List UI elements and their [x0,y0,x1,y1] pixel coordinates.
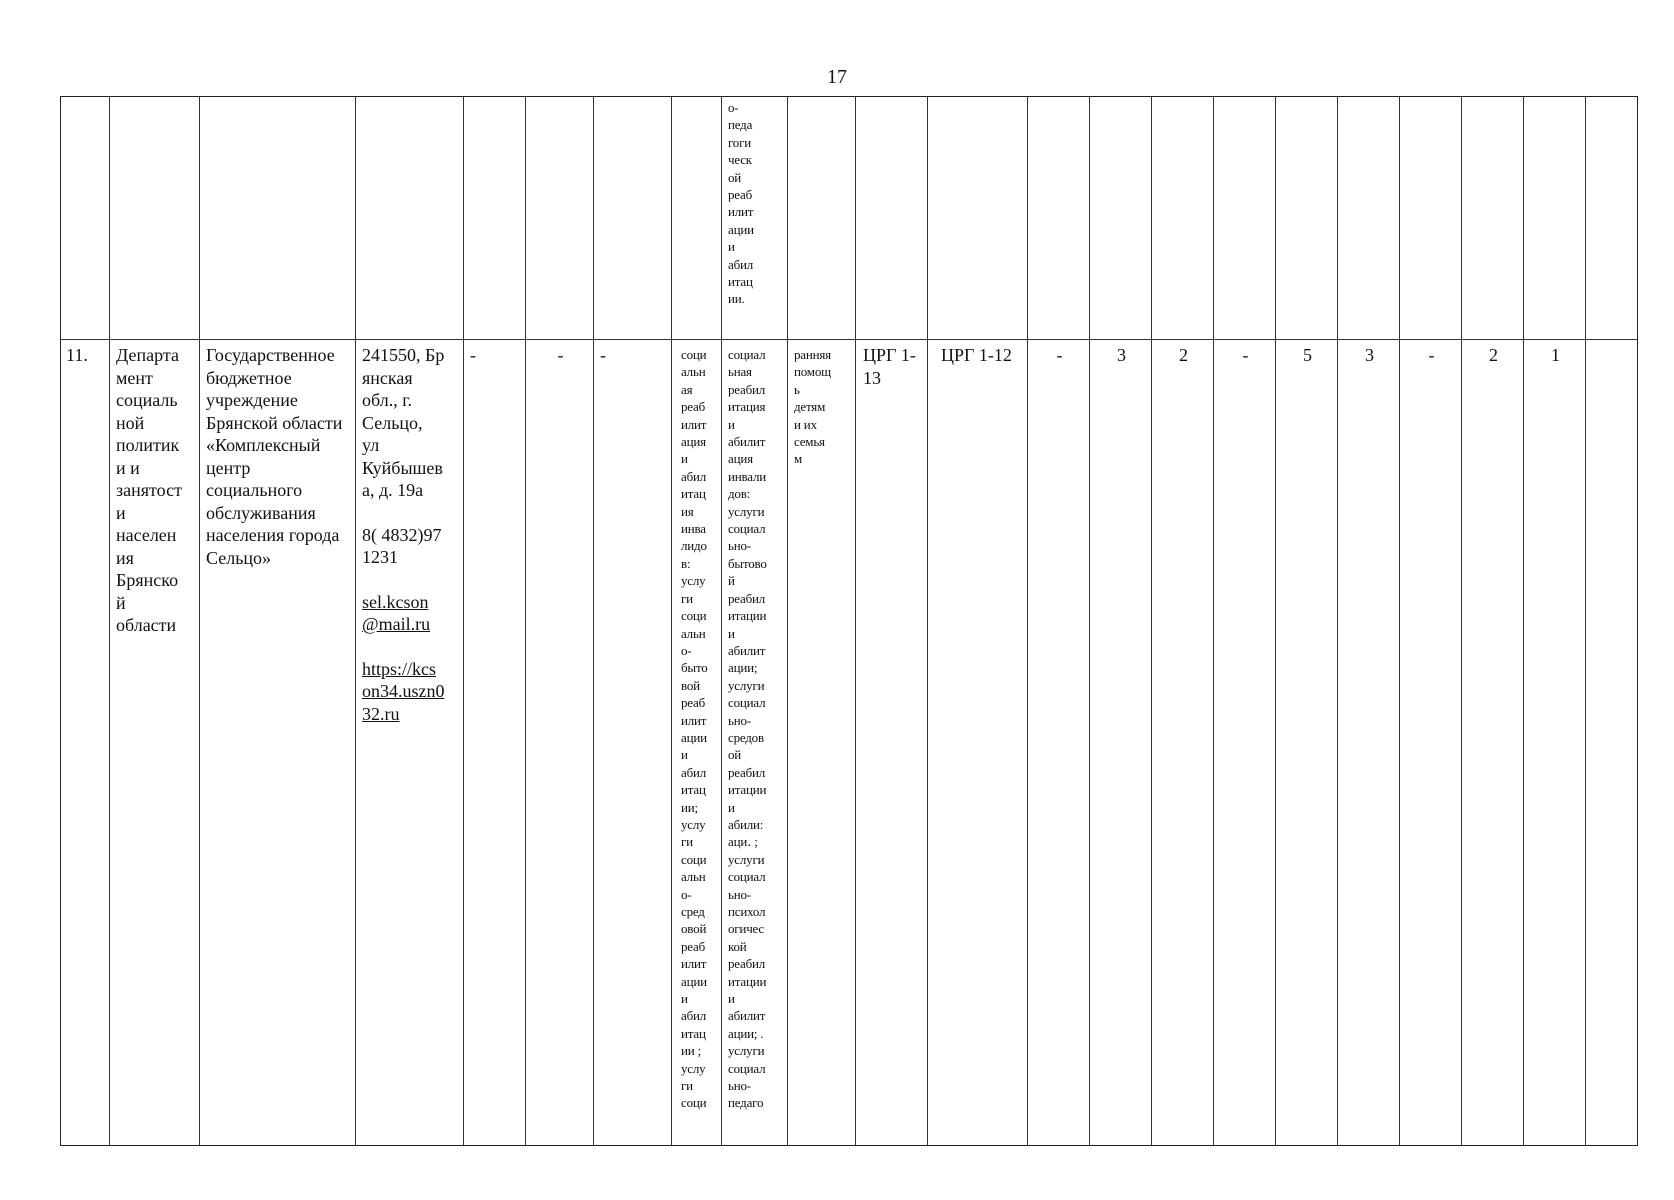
column-divider [1461,97,1462,1145]
column-divider [1399,97,1400,1145]
column-divider [1027,97,1028,1145]
value-5-cell [1277,341,1337,367]
value-2-cell [1091,341,1151,367]
row-divider [61,339,1637,340]
early-help-text: ранняя помощ ь детям и их семья м [794,347,831,467]
value-5: 5 [1303,345,1312,365]
crg-1-cell [857,341,927,389]
column-divider [927,97,928,1145]
early-help-cell [789,343,855,468]
value-6: 3 [1365,345,1374,365]
email-link[interactable]: sel.kcson @mail.ru [362,591,431,634]
col-5-value: - [470,345,476,365]
column-divider [463,97,464,1145]
value-7: - [1428,345,1435,365]
col-5-cell [465,341,525,367]
services-detail-cell [723,343,787,1147]
value-9: 1 [1551,345,1560,365]
col-6-cell [527,341,593,367]
page-number: 17 [827,66,847,88]
crg-2-value: ЦРГ 1-12 [941,345,1012,365]
column-divider [855,97,856,1145]
value-4-cell [1215,341,1275,367]
services-text: соци альн ая реаб илит ация и абил итац ия инва лидо в: услу ги соци альн о- быто вой реаб илит ации и абил итац ии; услу ги соци альн о- сред овой реаб илит ации и абил итац ии ; услу ги соци [681,347,708,1111]
column-divider [1585,97,1586,1145]
crg-1-value: ЦРГ 1-13 [863,345,916,388]
contacts-cell [357,341,463,725]
column-divider [199,97,200,1145]
col-6-value: - [557,345,564,365]
column-divider [1213,97,1214,1145]
value-6-cell [1339,341,1399,367]
col-7-value: - [600,345,606,365]
value-8-cell [1463,341,1523,367]
column-divider [1151,97,1152,1145]
value-8: 2 [1489,345,1498,365]
value-3: 2 [1179,345,1188,365]
column-divider [355,97,356,1145]
col-7-cell [595,341,671,367]
column-divider [1523,97,1524,1145]
value-3-cell [1153,341,1213,367]
continuation-services-cell [723,97,787,337]
row-number: 11. [66,345,88,365]
website-link[interactable]: https://kcs on34.uszn0 32.ru [362,658,445,724]
value-9-cell [1525,341,1585,367]
column-divider [1337,97,1338,1145]
institution-name: Государственное бюджетное учреждение Брянской области «Комплексный центр социального обслуживания населения города Сельцо» [206,345,343,568]
address: 241550, Бр янская обл., г. Сельцо, ул Куйбышев а, д. 19а [362,345,445,500]
column-divider [721,97,722,1145]
registry-table [60,96,1638,1146]
value-1-cell [1029,341,1089,367]
value-2: 3 [1117,345,1126,365]
phone: 8( 4832)97 1231 [362,524,442,567]
services-detail-text: социал ьная реабил итация и абилит ация инвали дов: услуги социал ьно- бытово й реабил итации и абилит ации; услуги социал ьно- средов ой реабил итации и абили: аци․ ; услуги социал ьно- психол огичес кой реабил итации и абилит ации; . услуги социал ьно- педаго [728,347,767,1111]
column-divider [1089,97,1090,1145]
column-divider [593,97,594,1145]
column-divider [671,97,672,1145]
value-1: - [1056,345,1063,365]
institution-cell [201,341,355,569]
department-cell [111,341,199,637]
column-divider [525,97,526,1145]
column-divider [109,97,110,1145]
column-divider [1275,97,1276,1145]
row-number-cell [61,341,109,367]
value-7-cell [1401,341,1461,367]
value-4: - [1242,345,1249,365]
services-cell [673,343,721,1147]
department-name: Департа мент социаль ной политик и и занятост и населен ия Брянско й области [116,345,182,635]
continuation-services-text: о- педа гоги ческ ой реаб илит ации и абил итац ии. [728,100,754,307]
column-divider [787,97,788,1145]
crg-2-cell [929,341,1027,367]
